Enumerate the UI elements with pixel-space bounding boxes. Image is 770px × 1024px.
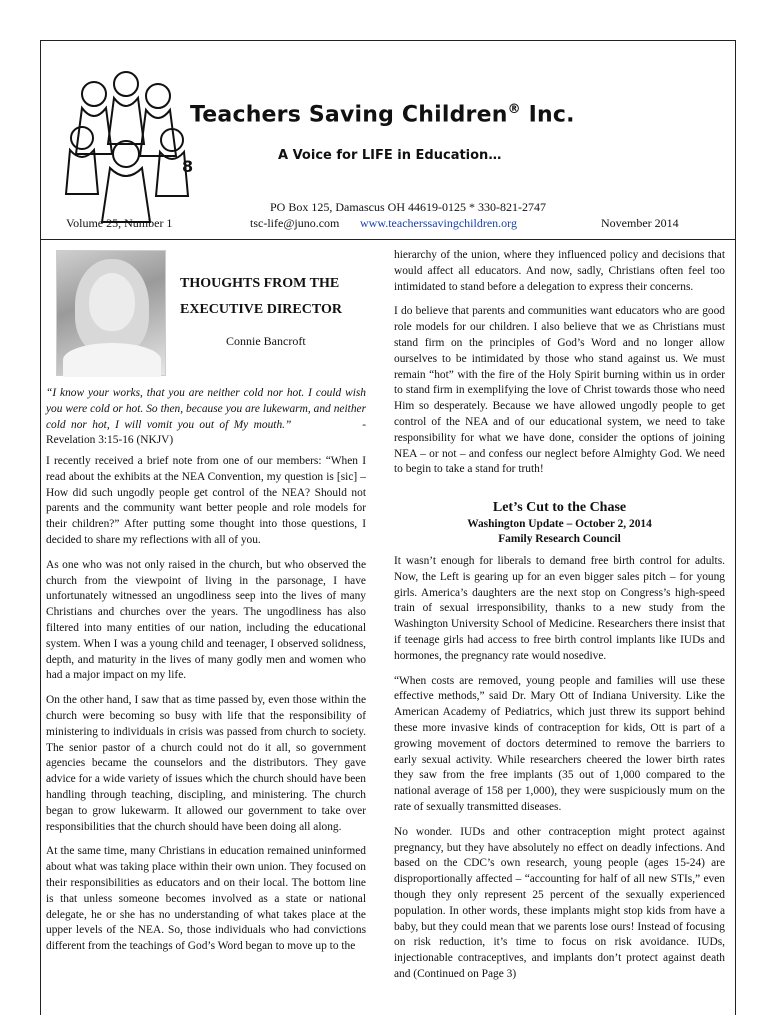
scripture-quote-text: “I know your works, that you are neither cold nor hot. I could wish you were cold or hot. So then, because you are lukewarm, and neither cold nor hot, I will vomit you out of My mouth.” xyxy=(46,387,366,431)
right-column-continuation xyxy=(394,248,725,487)
section-heading-line1: THOUGHTS FROM THE xyxy=(180,276,340,291)
paragraph: I recently received a brief note from one of our members: “When I read about the exhibits at the NEA Convention, my question is [sic] – How did such ungodly people get control of the NEA? Should not parents and the community want better people and role models for their children?” After putting some thought into those questions, I decided to share my reflections with all of you. xyxy=(46,455,366,546)
paragraph: hierarchy of the union, where they influenced policy and decisions that would affect all educators. And now, sadly, Christians often feel too intimidated to stand before a delegation to express their concerns. xyxy=(394,249,725,293)
author-portrait-photo xyxy=(56,250,166,376)
portrait-face xyxy=(89,273,135,331)
paragraph: It wasn’t enough for liberals to demand free birth control for adults. Now, the Left is gearing up for an even bigger sales pitch – for young girls. America’s daughters are the next stop on Congress’s high-speed train of sexual irresponsibility, thanks to a new study from the Washington University School of Medicine. Researchers there insist that if teenage girls had access to free birth control implants like IUDs and hormones, the pregnancy rate would nosedive. xyxy=(394,555,725,662)
children-group-logo-icon xyxy=(54,54,204,234)
paragraph: As one who was not only raised in the church, but who observed the church from the viewpoint of living in the parsonage, I have unfortunately witnessed an ungodliness seep into the lives of many Christians and churches over the years. The ungodliness has also filtered into many entities of our nation, including the educational system. When I was a young child and teenager, I observed solidness, depth, and maturity in the lives of many godly men and women who had a major impact on my life. xyxy=(46,558,366,682)
volume-number: Volume 25, Number 1 xyxy=(66,216,173,230)
section-heading-line2: EXECUTIVE DIRECTOR xyxy=(180,302,342,317)
article-title: Let’s Cut to the Chase xyxy=(492,500,627,515)
website-link[interactable]: www.teacherssavingchildren.org xyxy=(360,216,517,230)
svg-text:8: 8 xyxy=(182,157,194,176)
paragraph: At the same time, many Christians in education remained uninformed about what was taking place within their own union. They focused on their responsibilities as educators and on their local. The bottom line is that unless someone becomes involved as a state or national delegate, he or she has no understanding of what takes place at the upper levels of the NEA. So, those individuals who had convictions different from the teachings of God’s Word began to move up to the xyxy=(46,845,366,953)
paragraph: I do believe that parents and communities want educators who are good role models for our children. I also believe that we as Christians must stand firm on the principles of God’s Word and no longer allow ourselves to be intimidated by those who stand against us. We must remain “hot” with the fire of the Holy Spirit burning within us in order to stand firm in exemplifying the love of Christ towards those who need Him so desperately. Because we have allowed ungodly people to get control of the NEA and of our educational system, we need to take responsibility for what we have done, consider the options of joining NEA – or not – and confess our neglect before Almighty God. We need to begin to take a stand for truth! xyxy=(394,305,725,476)
scripture-citation: -Revelation 3:15-16 (NKJV) xyxy=(46,418,366,447)
article-subtitle-source: Family Research Council xyxy=(498,533,621,545)
scripture-quote xyxy=(46,386,366,449)
email-address: tsc-life@juno.com xyxy=(250,216,340,230)
article-subtitle-date: Washington Update – October 2, 2014 xyxy=(467,518,652,530)
portrait-shoulders xyxy=(63,343,161,377)
masthead-divider xyxy=(40,239,736,240)
tagline: A Voice for LIFE in Education… xyxy=(278,148,502,163)
organization-title: Teachers Saving Children® Inc. xyxy=(190,102,575,128)
paragraph: “When costs are removed, young people and families will use these effective methods,” said Dr. Mary Ott of Indiana University. Like the American Academy of Pediatrics, which just threw its support behind these more invasive kinds of contraception for kids, Ott is part of a growing movement of doctors determined to remove the barriers to early sexual activity. While researchers cheered the lower birth rates they saw from the free implants (35 out of 1,000 compared to the national average of 158 per 1,000), they were suspiciously mum on the rate of sexually transmitted diseases. xyxy=(394,674,725,813)
paragraph: On the other hand, I saw that as time passed by, even those within the church were becoming so busy with life that the responsibility of ministering to individuals in crisis was passed from church to society. The senior pastor of a church could not do it all, so government agencies became the counselors and the distributors. They gave advice for a wide variety of issues which the church should have been handling through teaching, discipling, and ministering. The church began to grow lukewarm. It allowed our government to take over responsibilities that the church should have been doing all along. xyxy=(46,694,366,833)
issue-date: November 2014 xyxy=(601,216,679,230)
mailing-address: PO Box 125, Damascus OH 44619-0125 * 330-821-2747 xyxy=(270,200,546,214)
paragraph: No wonder. IUDs and other contraception might protect against pregnancy, but they have absolutely no effect on deadly infections. And based on the CDC’s own research, young people (ages 15-24) are disproportionally affected – “accounting for half of all new STIs,” even though they only represent 25 percent of the sexually experienced population. In other words, these implants might stop kids from have a baby, but they could mean that we parents lose ours! Instead of focusing on risk reduction, it’s time to focus on risk avoidance. IUDs, injectionable contraceptives, and implants don’t protect against death and (Continued on Page 3) xyxy=(394,825,725,980)
author-byline: Connie Bancroft xyxy=(226,334,306,348)
article-body xyxy=(394,554,725,992)
masthead xyxy=(40,40,736,240)
left-column-body xyxy=(46,454,366,964)
